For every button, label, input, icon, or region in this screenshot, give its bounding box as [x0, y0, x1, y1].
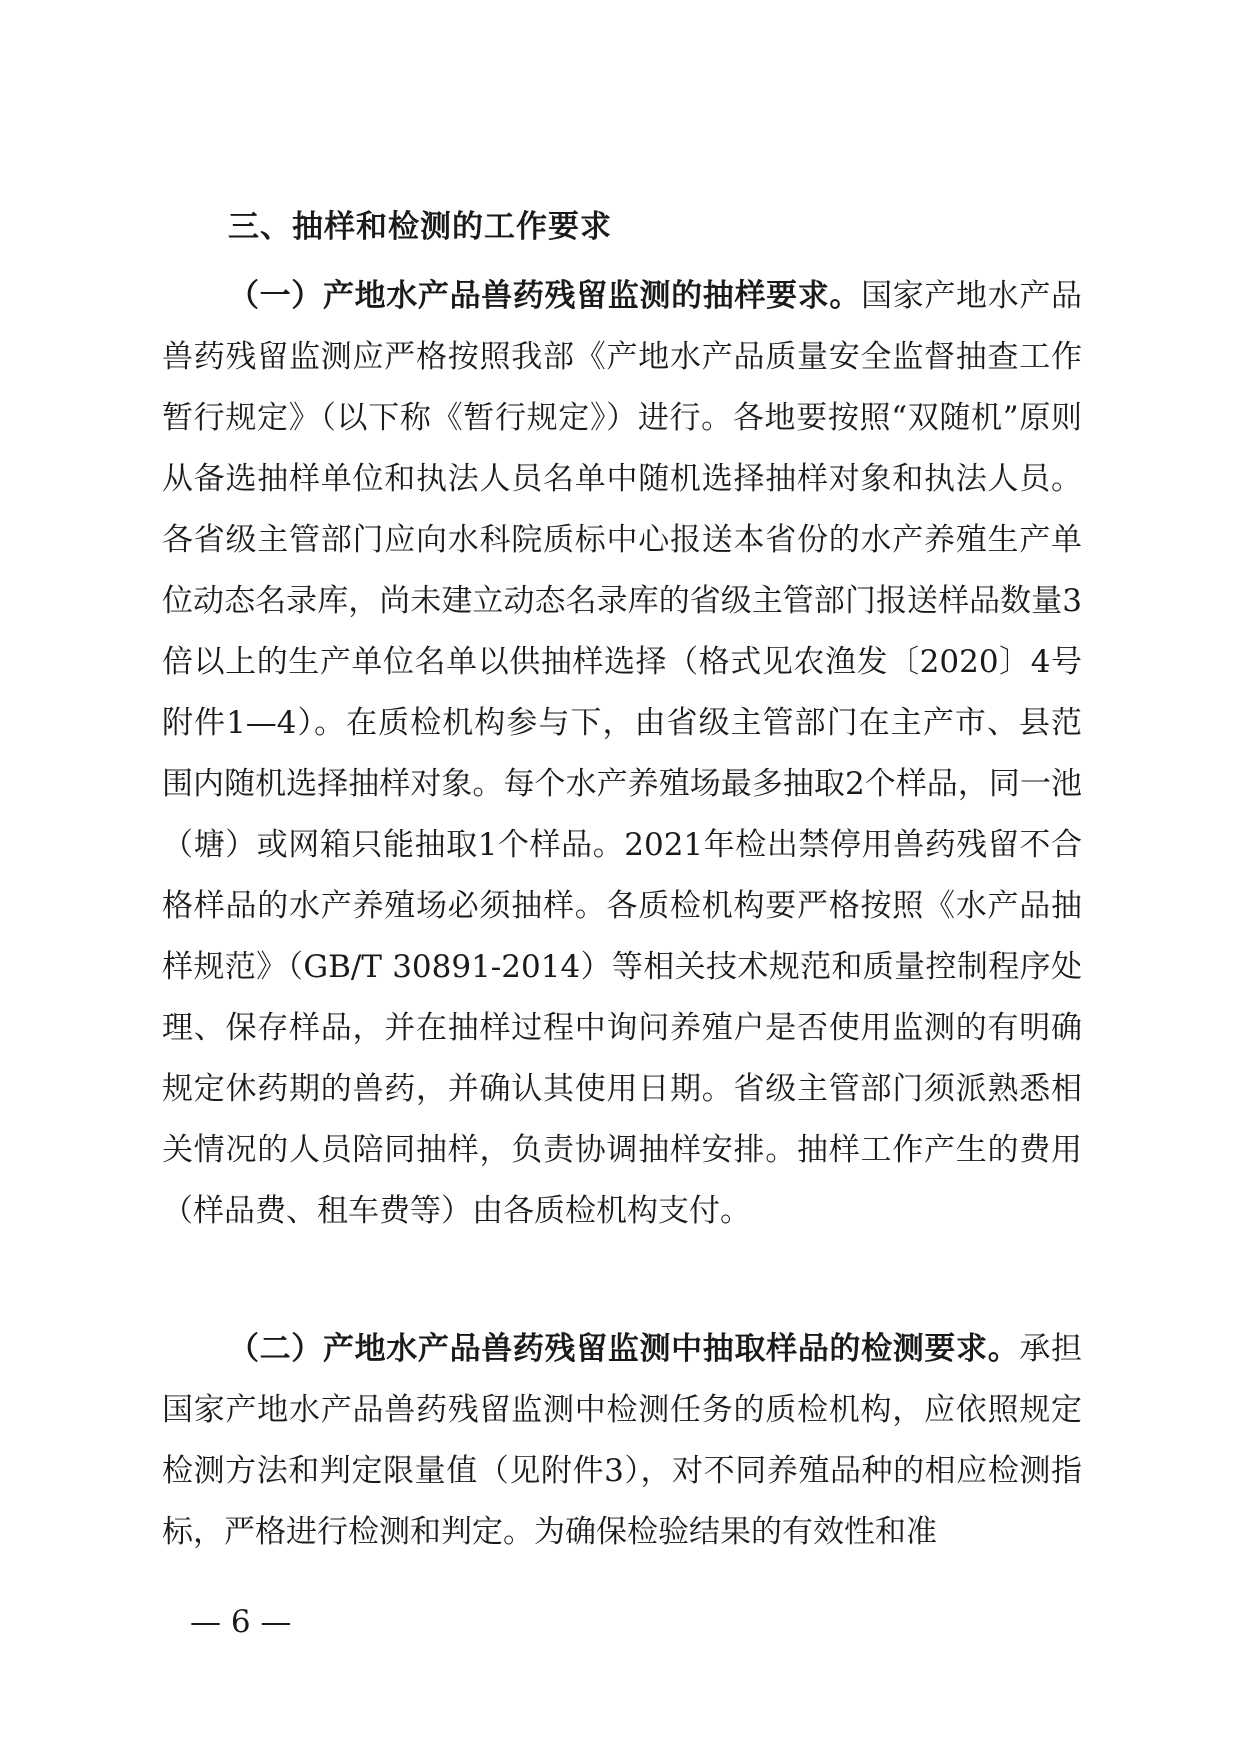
paragraph-lead-sampling: （一）产地水产品兽药残留监测的抽样要求。 — [228, 278, 862, 314]
paragraph-body-sampling: 国家产地水产品兽药残留监测应严格按照我部《产地水产品质量安全监督抽查工作暂行规定》（以下称《暂行规定》）进行。各地要按照“双随机”原则从备选抽样单位和执法人员名单中随机选择抽样对象和执法人员。各省级主管部门应向水科院质标中心报送本省份的水产养殖生产单位动态名录库，尚未建立动态名录库的省级主管部门报送样品数量3倍以上的生产单位名单以供抽样选择（格式见农渔发〔2020〕4号附件1—4）。在质检机构参与下，由省级主管部门在主产市、县范围内随机选择抽样对象。每个水产养殖场最多抽取2个样品，同一池（塘）或网箱只能抽取1个样品。2021年检出禁停用兽药残留不合格样品的水产养殖场必须抽样。各质检机构要严格按照《水产品抽样规范》（GB/T 30891-2014）等相关技术规范和质量控制程序处理、保存样品，并在抽样过程中询问养殖户是否使用监测的有明确规定休药期的兽药，并确认其使用日期。省级主管部门须派熟悉相关情况的人员陪同抽样，负责协调抽样安排。抽样工作产生的费用（样品费、租车费等）由各质检机构支付。 — [162, 278, 1083, 1229]
paragraph-body-testing: 承担国家产地水产品兽药残留监测中检测任务的质检机构，应依照规定检测方法和判定限量值（见附件3），对不同养殖品种的相应检测指标，严格进行检测和判定。为确保检验结果的有效性和准 — [162, 1331, 1082, 1550]
paragraph-testing-requirements — [162, 1319, 1082, 1563]
paragraph-lead-testing: （二）产地水产品兽药残留监测中抽取样品的检测要求。 — [228, 1331, 1020, 1367]
section-heading: 三、抽样和检测的工作要求 — [228, 209, 612, 245]
page-number: — 6 — — [190, 1604, 292, 1640]
paragraph-sampling-requirements — [162, 266, 1082, 1242]
